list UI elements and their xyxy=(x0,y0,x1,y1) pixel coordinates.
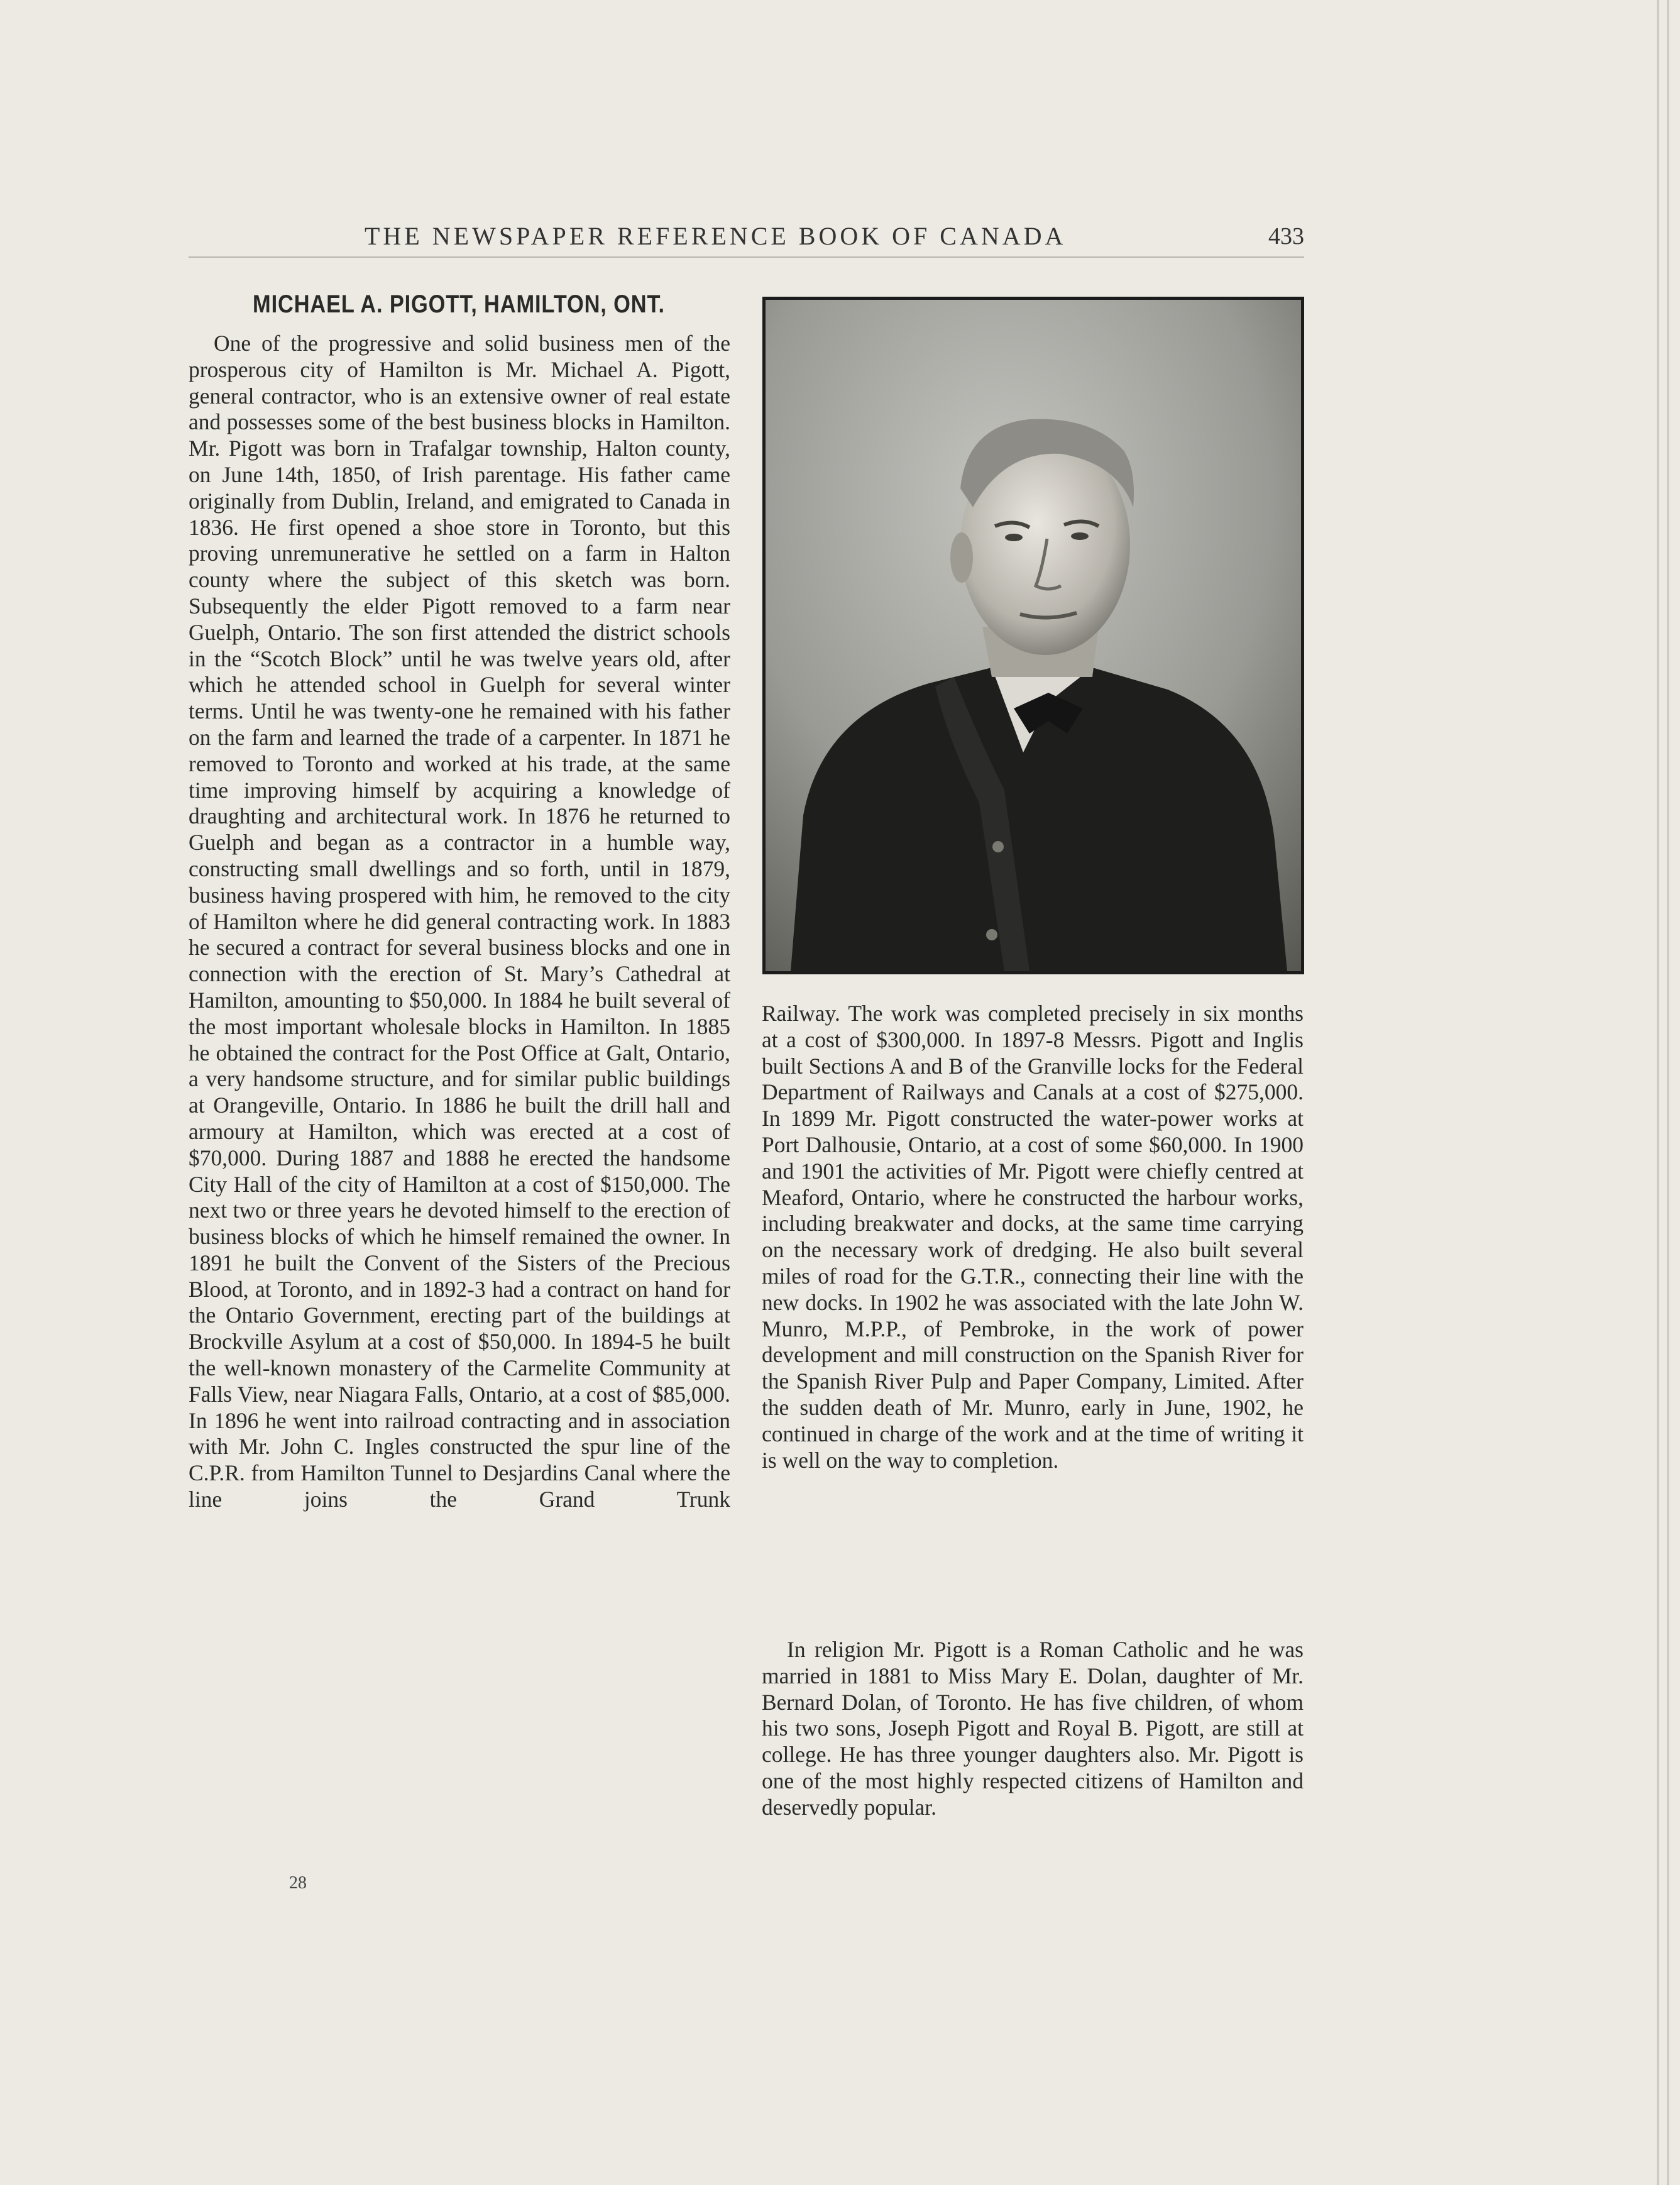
page-number: 433 xyxy=(1268,223,1304,250)
page-edge-line xyxy=(1657,0,1659,2185)
portrait-illustration xyxy=(766,300,1301,971)
running-head xyxy=(189,219,1304,258)
article-column-right-2: In religion Mr. Pigott is a Roman Catholic and he was married in 1881 to Miss Mary E. Dolan, daughter of Mr. Bernard Dolan, of Toronto. He has five children, of whom his two sons, Joseph Pigott and Royal B. Pigott, are still at college. He has three younger daughters also. Mr. Pigott is one of the most highly respected citizens of Hamilton and deservedly popular. xyxy=(762,1637,1304,1820)
running-title: THE NEWSPAPER REFERENCE BOOK OF CANADA xyxy=(365,222,1067,250)
article-heading: MICHAEL A. PIGOTT, HAMILTON, ONT. xyxy=(253,290,665,318)
page-edge-line xyxy=(1667,0,1669,2185)
article-column-right-1: Railway. The work was completed precisely in six months at a cost of $300,000. In 1897-8 Messrs. Pigott and Inglis built Sections A and B of the Granville locks for the Federal Department of Railways and Canals at a cost of $275,000. In 1899 Mr. Pigott constructed the water-power works at Port Dalhousie, Ontario, at a cost of some $60,000. In 1900 and 1901 the activities of Mr. Pigott were chiefly centred at Meaford, Ontario, where he constructed the harbour works, including breakwater and docks, at the same time carrying on the necessary work of dredging. He also built several miles of road for the G.T.R., connecting their line with the new docks. In 1902 he was associated with the late John W. Munro, M.P.P., of Pembroke, in the work of power development and mill construction on the Spanish River for the Spanish River Pulp and Paper Company, Limited. After the sudden death of Mr. Munro, early in June, 1902, he continued in charge of the work and at the time of writing it is well on the way to completion. xyxy=(762,1001,1304,1473)
portrait-photo xyxy=(762,297,1304,974)
article-column-left: One of the progressive and solid business men of the prosperous city of Hamilton is Mr. Michael A. Pigott, general contractor, who is an extensive owner of real estate and possesses some of the best business blocks in Hamilton. Mr. Pigott was born in Trafalgar township, Halton county, on June 14th, 1850, of Irish parentage. His father came originally from Dublin, Ireland, and emigrated to Canada in 1836. He first opened a shoe store in Toronto, but this proving unremunerative he settled on a farm in Halton county where the subject of this sketch was born. Subsequently the elder Pigott removed to a farm near Guelph, Ontario. The son first attended the district schools in the “Scotch Block” until he was twelve years old, after which he attended school in Guelph for several winter terms. Until he was twenty-one he remained with his father on the farm and learned the trade of a carpenter. In 1871 he removed to Toronto and worked at his trade, at the same time improving himself by acquiring a knowledge of draughting and architectural work. In 1876 he returned to Guelph and began as a contractor in a humble way, constructing small dwellings and so forth, until in 1879, business having prospered with him, he removed to the city of Hamilton where he did general contracting work. In 1883 he secured a contract for several business blocks and one in connection with the erection of St. Mary’s Cathedral at Hamilton, amounting to $50,000. In 1884 he built several of the most important wholesale blocks in Hamilton. In 1885 he obtained the contract for the Post Office at Galt, Ontario, a very handsome structure, and for similar public buildings at Orangeville, Ontario. In 1886 he built the drill hall and armoury at Hamilton, which was erected at a cost of $70,000. During 1887 and 1888 he erected the handsome City Hall of the city of Hamilton at a cost of $150,000. The next two or three years he devoted himself to the erection of business blocks of which he himself remained the owner. In 1891 he built the Convent of the Sisters of the Precious Blood, at Toronto, and in 1892-3 had a contract on hand for the Ontario Government, erecting part of the buildings at Brockville Asylum at a cost of $50,000. In 1894-5 he built the well-known monastery of the Carmelite Community at Falls View, near Niagara Falls, Ontario, at a cost of $85,000. In 1896 he went into railroad contracting and in association with Mr. John C. Ingles constructed the spur line of the C.P.R. from Hamilton Tunnel to Desjardins Canal where the line joins the Grand Trunk xyxy=(189,331,730,1512)
signature-mark: 28 xyxy=(289,1873,307,1893)
